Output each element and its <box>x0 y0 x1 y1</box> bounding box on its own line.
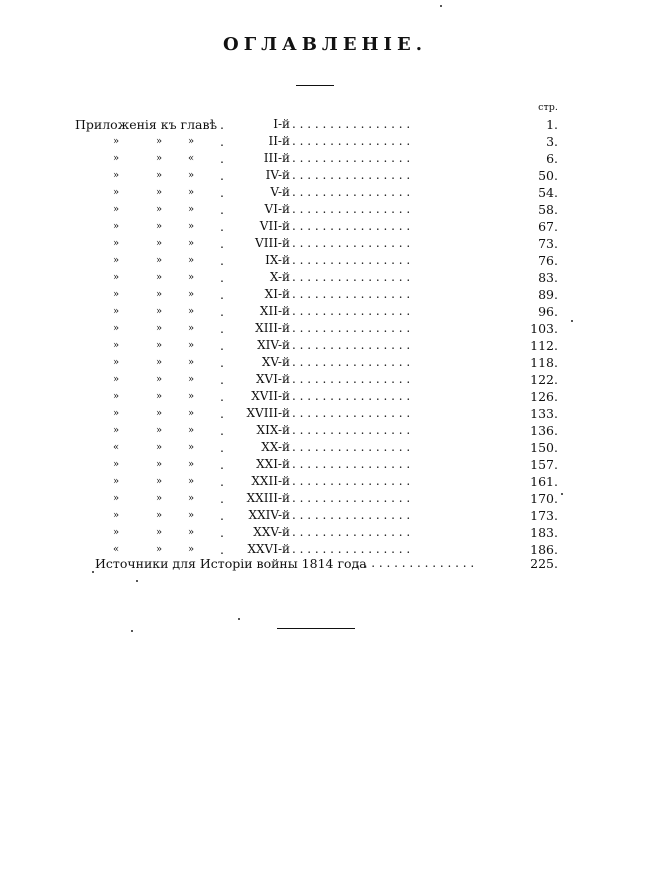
toc-row[interactable] <box>0 235 650 252</box>
chapter-number: XXII-й <box>251 474 290 488</box>
ditto-mark: » <box>155 306 163 317</box>
ditto-mark: » <box>112 476 120 487</box>
chapter-number: XXIII-й <box>246 491 290 505</box>
ditto-mark: » <box>155 221 163 232</box>
dot-separator: . <box>220 542 224 557</box>
page-number: 118. <box>530 355 558 370</box>
ditto-mark: » <box>187 425 195 436</box>
dot-separator: . <box>220 202 224 217</box>
toc-row[interactable] <box>0 490 650 507</box>
ditto-mark: » <box>187 306 195 317</box>
dot-separator: . <box>220 372 224 387</box>
ditto-mark: » <box>112 187 120 198</box>
ditto-mark: » <box>187 323 195 334</box>
page-number: 112. <box>530 338 558 353</box>
chapter-number: XVIII-й <box>246 406 290 420</box>
toc-row[interactable] <box>0 371 650 388</box>
ditto-mark: » <box>112 510 120 521</box>
ditto-mark: » <box>112 408 120 419</box>
toc-row[interactable] <box>0 133 650 150</box>
scan-speck <box>92 571 94 573</box>
ditto-mark: » <box>187 510 195 521</box>
dot-leader: . . . . . . . . . . . . . . . . <box>292 185 411 199</box>
dot-separator: . <box>220 151 224 166</box>
dot-separator: . <box>220 270 224 285</box>
dot-leader: . . . . . . . . . . . . . . . . <box>292 151 411 165</box>
ditto-mark: » <box>187 544 195 555</box>
chapter-number: XXVI-й <box>247 542 290 556</box>
dot-separator: . <box>220 304 224 319</box>
ditto-mark: » <box>155 255 163 266</box>
dot-leader: . . . . . . . . . . . . . . . . <box>292 236 411 250</box>
dot-leader: . . . . . . . . . . . . . . . . <box>292 202 411 216</box>
chapter-number: XII-й <box>259 304 290 318</box>
dot-leader: . . . . . . . . . . . . . . . . <box>292 423 411 437</box>
toc-row[interactable] <box>0 116 650 133</box>
page-number: 6. <box>546 151 558 166</box>
page-number: 136. <box>530 423 558 438</box>
ditto-mark: » <box>187 238 195 249</box>
dot-leader: . . . . . . . . . . . . . . . . <box>292 134 411 148</box>
sources-label: Источники для Исторіи войны 1814 года <box>95 556 367 571</box>
ditto-mark: » <box>155 408 163 419</box>
ditto-mark: » <box>155 374 163 385</box>
dot-leader: . . . . . . . . . . . . . . . . <box>292 219 411 233</box>
chapter-number: IV-й <box>265 168 290 182</box>
page-number: 76. <box>538 253 558 268</box>
toc-row[interactable] <box>0 456 650 473</box>
ditto-mark: » <box>187 204 195 215</box>
ditto-mark: » <box>112 527 120 538</box>
toc-row[interactable] <box>0 439 650 456</box>
title-divider <box>296 85 334 86</box>
dot-leader: . . . . . . . . . . . . . . . . <box>292 287 411 301</box>
ditto-mark: » <box>112 357 120 368</box>
dot-leader: . . . . . . . . . . . . . . . . <box>292 457 411 471</box>
ditto-mark: » <box>112 204 120 215</box>
toc-row[interactable] <box>0 286 650 303</box>
ditto-mark: » <box>112 340 120 351</box>
page-number: 161. <box>530 474 558 489</box>
dot-separator: . <box>220 406 224 421</box>
toc-row[interactable] <box>0 201 650 218</box>
page-number: 126. <box>530 389 558 404</box>
dot-leader: . . . . . . . . . . . . . . . . <box>292 117 411 131</box>
dot-leader: . . . . . . . . . . . . . . . . <box>292 542 411 556</box>
dot-leader: . . . . . . . . . . . . . . . . <box>292 355 411 369</box>
dot-leader: . . . . . . . . . . . . . . . . <box>292 389 411 403</box>
dot-separator: . <box>220 457 224 472</box>
page-number: 173. <box>530 508 558 523</box>
dot-separator: . <box>220 338 224 353</box>
ditto-mark: » <box>187 391 195 402</box>
chapter-number: XI-й <box>264 287 290 301</box>
ditto-mark: » <box>187 187 195 198</box>
toc-row[interactable] <box>0 422 650 439</box>
toc-row[interactable] <box>0 507 650 524</box>
dot-separator: . <box>220 389 224 404</box>
dot-separator: . <box>220 355 224 370</box>
dot-leader: . . . . . . . . . . . . . . . . <box>356 556 475 570</box>
dot-separator: . <box>220 321 224 336</box>
dot-separator: . <box>220 168 224 183</box>
bottom-divider <box>277 628 355 629</box>
ditto-mark: » <box>187 459 195 470</box>
chapter-number: XVI-й <box>255 372 290 386</box>
ditto-mark: » <box>112 323 120 334</box>
ditto-mark: » <box>155 510 163 521</box>
chapter-number: III-й <box>263 151 290 165</box>
dot-leader: . . . . . . . . . . . . . . . . <box>292 338 411 352</box>
ditto-mark: » <box>112 374 120 385</box>
toc-row[interactable] <box>0 337 650 354</box>
ditto-mark: » <box>112 391 120 402</box>
scan-speck <box>131 630 133 632</box>
ditto-mark: » <box>187 221 195 232</box>
dot-separator: . <box>220 440 224 455</box>
chapter-number: VI-й <box>264 202 290 216</box>
scan-speck <box>561 493 563 495</box>
toc-row[interactable] <box>0 150 650 167</box>
ditto-mark: » <box>187 476 195 487</box>
ditto-mark: » <box>187 357 195 368</box>
dot-separator: . <box>220 423 224 438</box>
ditto-mark: » <box>155 459 163 470</box>
page-number: 225. <box>530 556 558 571</box>
ditto-mark: » <box>155 204 163 215</box>
toc-row[interactable] <box>0 388 650 405</box>
page-number: 89. <box>538 287 558 302</box>
chapter-number: XIX-й <box>256 423 290 437</box>
page-number: 67. <box>538 219 558 234</box>
toc-row[interactable] <box>0 524 650 541</box>
ditto-mark: » <box>112 289 120 300</box>
dot-leader: . . . . . . . . . . . . . . . . <box>292 508 411 522</box>
ditto-mark: » <box>155 425 163 436</box>
page-number: 157. <box>530 457 558 472</box>
ditto-mark: » <box>187 442 195 453</box>
ditto-mark: » <box>155 442 163 453</box>
ditto-mark: » <box>187 374 195 385</box>
ditto-mark: » <box>187 289 195 300</box>
dot-leader: . . . . . . . . . . . . . . . . <box>292 406 411 420</box>
dot-separator: . <box>220 525 224 540</box>
dot-separator: . <box>220 491 224 506</box>
ditto-mark: » <box>155 170 163 181</box>
ditto-mark: « <box>187 153 195 164</box>
page-number: 133. <box>530 406 558 421</box>
dot-leader: . . . . . . . . . . . . . . . . <box>292 440 411 454</box>
ditto-mark: » <box>112 459 120 470</box>
chapter-number: XXV-й <box>253 525 290 539</box>
dot-leader: . . . . . . . . . . . . . . . . <box>292 321 411 335</box>
ditto-mark: » <box>112 170 120 181</box>
ditto-mark: » <box>155 238 163 249</box>
ditto-mark: » <box>155 544 163 555</box>
page-number: 183. <box>530 525 558 540</box>
ditto-mark: « <box>112 544 120 555</box>
dot-separator: . <box>220 185 224 200</box>
chapter-number: VIII-й <box>255 236 290 250</box>
dot-leader: . . . . . . . . . . . . . . . . <box>292 270 411 284</box>
ditto-mark: » <box>155 272 163 283</box>
dot-separator: . <box>220 474 224 489</box>
page-number: 58. <box>538 202 558 217</box>
toc-row[interactable] <box>0 184 650 201</box>
sources-row[interactable] <box>0 555 650 572</box>
ditto-mark: » <box>112 136 120 147</box>
ditto-mark: » <box>112 255 120 266</box>
dot-leader: . . . . . . . . . . . . . . . . <box>292 525 411 539</box>
page-number: 150. <box>530 440 558 455</box>
page-column-header: стр. <box>538 102 558 113</box>
page-number: 186. <box>530 542 558 557</box>
ditto-mark: » <box>112 306 120 317</box>
ditto-mark: » <box>112 221 120 232</box>
ditto-mark: » <box>155 187 163 198</box>
page-number: 83. <box>538 270 558 285</box>
chapter-number: XXI-й <box>256 457 290 471</box>
chapter-number: X-й <box>269 270 290 284</box>
toc-row[interactable] <box>0 303 650 320</box>
ditto-mark: » <box>155 357 163 368</box>
ditto-mark: » <box>112 153 120 164</box>
page-number: 96. <box>538 304 558 319</box>
page-number: 170. <box>530 491 558 506</box>
chapter-number: XX-й <box>261 440 290 454</box>
dot-leader: . . . . . . . . . . . . . . . . <box>292 168 411 182</box>
scan-speck <box>136 580 138 582</box>
ditto-mark: » <box>112 238 120 249</box>
chapter-number: XXIV-й <box>248 508 290 522</box>
page-number: 73. <box>538 236 558 251</box>
ditto-mark: « <box>112 442 120 453</box>
dot-separator: . <box>220 253 224 268</box>
scan-speck <box>440 5 442 7</box>
ditto-mark: » <box>187 527 195 538</box>
ditto-mark: » <box>155 493 163 504</box>
chapter-number: IX-й <box>265 253 290 267</box>
ditto-mark: » <box>187 272 195 283</box>
row-label: Приложенія къ главѣ <box>75 117 218 132</box>
ditto-mark: » <box>187 408 195 419</box>
page-number: 1. <box>546 117 558 132</box>
ditto-mark: » <box>155 289 163 300</box>
ditto-mark: » <box>187 170 195 181</box>
chapter-number: XIII-й <box>255 321 290 335</box>
ditto-mark: » <box>155 340 163 351</box>
dot-separator: . <box>220 287 224 302</box>
dot-leader: . . . . . . . . . . . . . . . . <box>292 372 411 386</box>
toc-row[interactable] <box>0 252 650 269</box>
toc-row[interactable] <box>0 473 650 490</box>
toc-row[interactable] <box>0 320 650 337</box>
ditto-mark: » <box>155 527 163 538</box>
dot-separator: . <box>220 117 224 132</box>
ditto-mark: » <box>187 136 195 147</box>
page-number: 122. <box>530 372 558 387</box>
toc-row[interactable] <box>0 354 650 371</box>
dot-separator: . <box>220 134 224 149</box>
page-number: 3. <box>546 134 558 149</box>
dot-separator: . <box>220 236 224 251</box>
ditto-mark: » <box>155 153 163 164</box>
ditto-mark: » <box>155 323 163 334</box>
chapter-number: XV-й <box>261 355 290 369</box>
ditto-mark: » <box>155 476 163 487</box>
toc-row[interactable] <box>0 405 650 422</box>
dot-leader: . . . . . . . . . . . . . . . . <box>292 253 411 267</box>
chapter-number: V-й <box>270 185 290 199</box>
chapter-number: XVII-й <box>251 389 290 403</box>
ditto-mark: » <box>112 493 120 504</box>
dot-leader: . . . . . . . . . . . . . . . . <box>292 304 411 318</box>
dot-separator: . <box>220 219 224 234</box>
chapter-number: I-й <box>273 117 290 131</box>
scan-speck <box>238 618 240 620</box>
chapter-number: II-й <box>268 134 290 148</box>
chapter-number: VII-й <box>259 219 290 233</box>
toc-row[interactable] <box>0 218 650 235</box>
ditto-mark: » <box>187 340 195 351</box>
chapter-number: XIV-й <box>257 338 290 352</box>
page-number: 50. <box>538 168 558 183</box>
dot-leader: . . . . . . . . . . . . . . . . <box>292 474 411 488</box>
ditto-mark: » <box>155 136 163 147</box>
page-title: ОГЛАВЛЕНІЕ. <box>223 34 427 55</box>
page-number: 103. <box>530 321 558 336</box>
dot-leader: . . . . . . . . . . . . . . . . <box>292 491 411 505</box>
dot-separator: . <box>220 508 224 523</box>
ditto-mark: » <box>187 493 195 504</box>
toc-row[interactable] <box>0 167 650 184</box>
page-number: 54. <box>538 185 558 200</box>
ditto-mark: » <box>112 425 120 436</box>
toc-row[interactable] <box>0 269 650 286</box>
ditto-mark: » <box>155 391 163 402</box>
ditto-mark: » <box>112 272 120 283</box>
ditto-mark: » <box>187 255 195 266</box>
scan-speck <box>571 320 573 322</box>
